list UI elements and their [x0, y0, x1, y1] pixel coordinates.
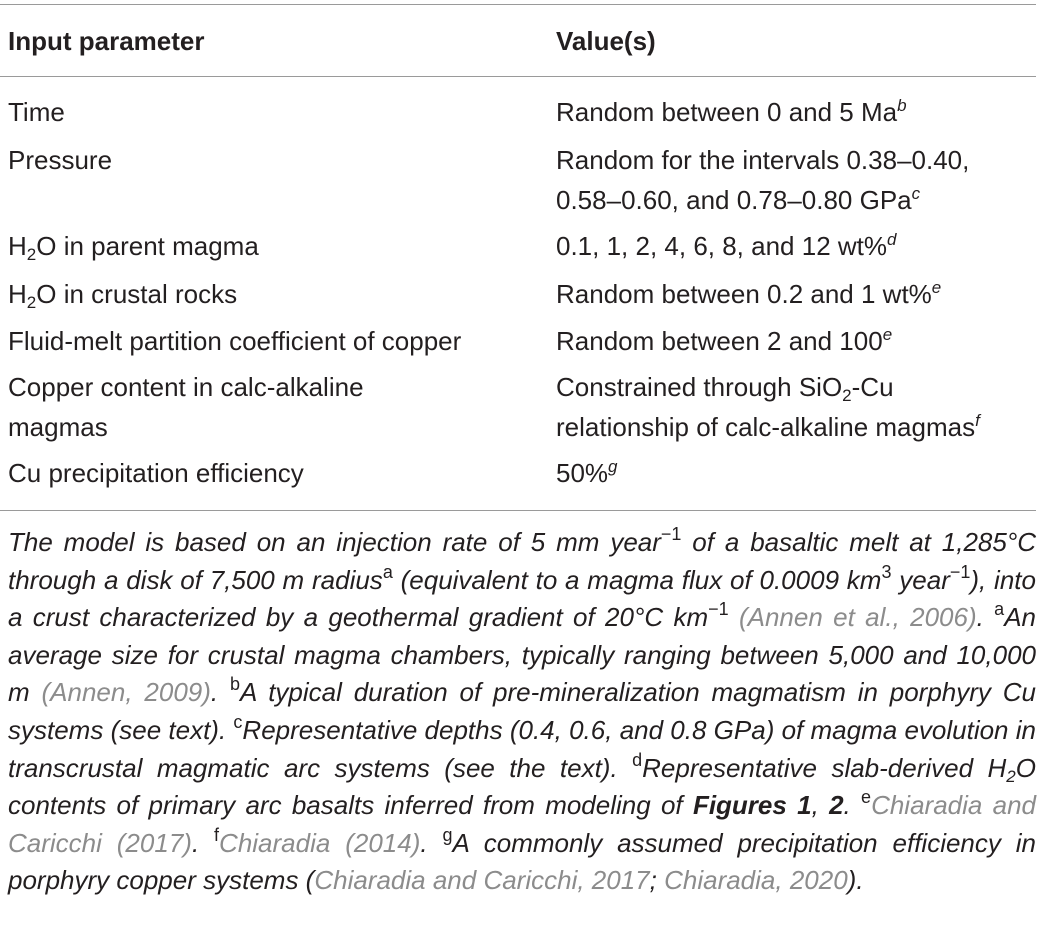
row-copper-content-value: Constrained through SiO$_2$-Cu relationship of calc-alkaline magmas$^f$	[556, 372, 980, 442]
row-partition-value: Random between 2 and 100e	[556, 325, 893, 356]
table-top-rule	[0, 4, 1036, 5]
header-values: Value(s)	[556, 26, 656, 56]
citation-link[interactable]: Chiaradia (2014)	[219, 827, 421, 858]
table-header-rule	[0, 76, 1036, 77]
row-pressure-value: Random for the intervals 0.38–0.40, 0.58–0.60, and 0.78–0.80 GPa$^c$	[556, 145, 970, 215]
citation-link[interactable]: (Annen et al., 2006)	[738, 602, 977, 633]
row-pressure-param: Pressure	[8, 145, 113, 175]
row-precipitation-param: Cu precipitation efficiency	[8, 458, 304, 488]
row-partition-param: Fluid-melt partition coefficient of copper	[8, 326, 462, 356]
row-h2o-crustal-value: Random between 0.2 and 1 wt%$^e$	[556, 278, 942, 309]
citation-link[interactable]: Chiaradia and Caricchi, 2017	[314, 865, 650, 896]
figure-link[interactable]: Figures 1	[692, 790, 812, 821]
row-h2o-crustal-param: $H_2O$ in crustal rocks	[8, 279, 238, 312]
row-h2o-parent-value: 0.1, 1, 2, 4, 6, 8, and 12 wt%$^d$	[556, 230, 897, 261]
citation-link[interactable]: Chiaradia and Caricchi (2017)	[8, 790, 1036, 858]
citation-link[interactable]: (Annen, 2009)	[41, 677, 211, 708]
row-copper-content-param: Copper content in calc-alkaline magmas	[8, 372, 364, 442]
row-time-param: Time	[8, 97, 65, 127]
row-precipitation-value: 50%$^g$	[556, 457, 618, 488]
citation-link[interactable]: Chiaradia, 2020	[664, 865, 848, 896]
row-h2o-parent-param: $H_2O$ in parent magma	[8, 231, 259, 264]
table-footnote: The model is based on an injection rate of 5 mm year$^{-1}$ of a basaltic melt at 1,285°C through a disk of 7,500 m radius$^a$ (equivalent to a magma flux of 0.0009 $km^3$ year$^{-1}$), into a crust characterized by a geothermal gradient of 20°C $km^{-1}$ (Annen et al., 2006). $^a$An average size for crustal magma chambers, typically ranging between 5,000 and 10,000 m (Annen, 2009). $^b$A typical duration of pre-mineralization magmatism in porphyry Cu systems (see text). $^c$Representative depths (0.4, 0.6, and 0.8 GPa) of magma evolution in transcrustal magmatic arc systems (see the text). $^d$Representative slab-derived $H_2O$ contents of primary arc basalts inferred from modeling of Figures 1, 2. $^e$Chiaradia and Caricchi (2017). $^f$Chiaradia (2014). $^g$A commonly assumed precipitation efficiency in porphyry copper systems (Chiaradia and Caricchi, 2017; Chiaradia, 2020).	[8, 524, 1037, 896]
row-time-value: Random between 0 and 5 Ma$^b$	[556, 96, 907, 127]
header-input-parameter: Input parameter	[8, 26, 205, 56]
table-bottom-rule	[0, 510, 1036, 511]
figure-link[interactable]: 2	[829, 790, 844, 821]
